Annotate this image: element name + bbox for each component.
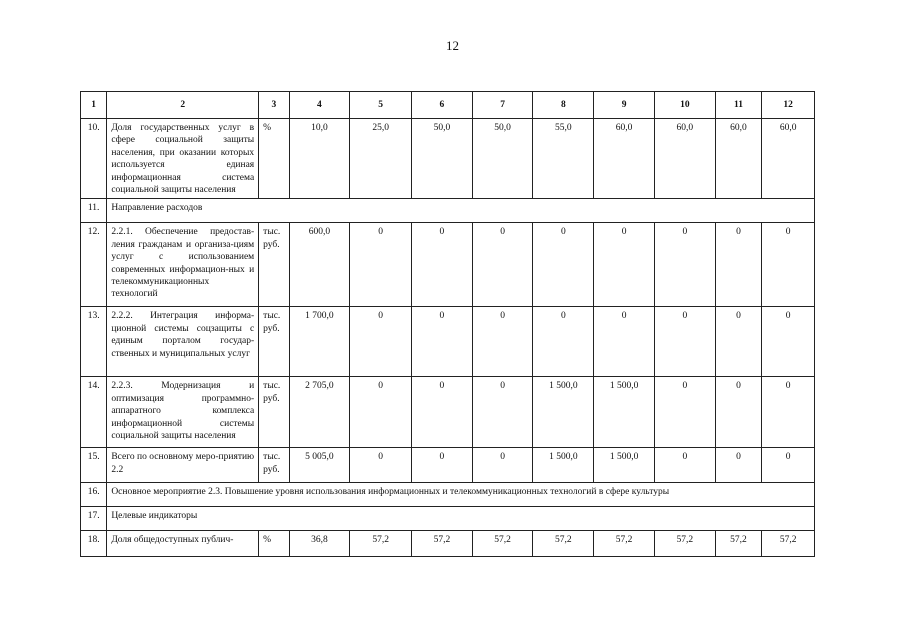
unit-cell: тыс. руб.: [259, 448, 289, 483]
row-number-cell: 14.: [81, 377, 107, 448]
value-cell: 0: [472, 223, 533, 307]
value-cell: 0: [715, 223, 762, 307]
indicator-name-cell: Доля государственных услуг в сфере социальной защиты населения, при оказании которых используется единая информационная система социальной защиты населения: [107, 119, 259, 199]
unit-cell: %: [259, 119, 289, 199]
value-cell: 36,8: [289, 531, 350, 557]
table-row: [81, 531, 815, 557]
value-cell: 0: [654, 307, 715, 377]
value-cell: 0: [762, 223, 815, 307]
value-cell: 0: [412, 377, 473, 448]
value-cell: 10,0: [289, 119, 350, 199]
value-cell: 0: [350, 377, 412, 448]
value-cell: 0: [654, 377, 715, 448]
value-cell: 60,0: [762, 119, 815, 199]
table-row: [81, 307, 815, 377]
section-title-cell: Основное мероприятие 2.3. Повышение уровня использования информационных и телекоммуникационных технологий в сфере культуры: [107, 483, 815, 507]
value-cell: 0: [350, 223, 412, 307]
value-cell: 0: [350, 307, 412, 377]
value-cell: 55,0: [533, 119, 594, 199]
value-cell: 0: [472, 448, 533, 483]
row-number-cell: 12.: [81, 223, 107, 307]
indicator-name-cell: 2.2.3. Модернизация и оптимизация программно-аппаратного комплекса информационной системы социальной защиты населения: [107, 377, 259, 448]
value-cell: 1 700,0: [289, 307, 350, 377]
value-cell: 57,2: [715, 531, 762, 557]
value-cell: 60,0: [715, 119, 762, 199]
unit-cell: тыс. руб.: [259, 223, 289, 307]
value-cell: 0: [533, 307, 594, 377]
column-header: 12: [762, 92, 815, 119]
value-cell: 0: [654, 448, 715, 483]
table-body: [81, 119, 815, 557]
value-cell: 0: [762, 307, 815, 377]
row-number-cell: 15.: [81, 448, 107, 483]
value-cell: 50,0: [412, 119, 473, 199]
indicator-name-cell: 2.2.1. Обеспечение предостав-ления гражданам и организа-циям услуг с использованием современных информацион-ных и телекоммуникационных технологий: [107, 223, 259, 307]
value-cell: 57,2: [412, 531, 473, 557]
value-cell: 0: [472, 307, 533, 377]
unit-cell: %: [259, 531, 289, 557]
value-cell: 0: [472, 377, 533, 448]
column-header: 4: [289, 92, 350, 119]
row-number-cell: 18.: [81, 531, 107, 557]
column-header: 8: [533, 92, 594, 119]
value-cell: 0: [350, 448, 412, 483]
table-row: [81, 119, 815, 199]
column-header: 11: [715, 92, 762, 119]
indicator-name-cell: 2.2.2. Интеграция информа-ционной системы соцзащиты с единым порталом государ-ственных и муниципальных услуг: [107, 307, 259, 377]
value-cell: 57,2: [762, 531, 815, 557]
value-cell: 0: [715, 307, 762, 377]
value-cell: 60,0: [594, 119, 655, 199]
value-cell: 60,0: [654, 119, 715, 199]
value-cell: 600,0: [289, 223, 350, 307]
value-cell: 0: [762, 377, 815, 448]
value-cell: 0: [412, 307, 473, 377]
value-cell: 0: [715, 448, 762, 483]
table-section-row: [81, 507, 815, 531]
column-header: 7: [472, 92, 533, 119]
value-cell: 57,2: [472, 531, 533, 557]
value-cell: 5 005,0: [289, 448, 350, 483]
row-number-cell: 17.: [81, 507, 107, 531]
page-number: 12: [446, 38, 459, 53]
column-header: 3: [259, 92, 289, 119]
row-number-cell: 16.: [81, 483, 107, 507]
table-section-row: [81, 483, 815, 507]
value-cell: 0: [594, 307, 655, 377]
value-cell: 57,2: [594, 531, 655, 557]
value-cell: 57,2: [533, 531, 594, 557]
value-cell: 1 500,0: [594, 448, 655, 483]
column-header: 5: [350, 92, 412, 119]
value-cell: 0: [715, 377, 762, 448]
row-number-cell: 11.: [81, 199, 107, 223]
value-cell: 57,2: [654, 531, 715, 557]
value-cell: 1 500,0: [533, 377, 594, 448]
column-header: 10: [654, 92, 715, 119]
column-header: 6: [412, 92, 473, 119]
unit-cell: тыс. руб.: [259, 377, 289, 448]
table-header-row: [81, 92, 815, 119]
indicator-name-cell: Всего по основному меро-приятию 2.2: [107, 448, 259, 483]
column-header: 2: [107, 92, 259, 119]
table-row: [81, 448, 815, 483]
value-cell: 0: [412, 448, 473, 483]
indicator-name-cell: Доля общедоступных публич-: [107, 531, 259, 557]
section-title-cell: Направление расходов: [107, 199, 815, 223]
value-cell: 2 705,0: [289, 377, 350, 448]
value-cell: 1 500,0: [533, 448, 594, 483]
indicators-table: [80, 91, 815, 557]
column-header: 1: [81, 92, 107, 119]
value-cell: 0: [654, 223, 715, 307]
value-cell: 25,0: [350, 119, 412, 199]
value-cell: 0: [412, 223, 473, 307]
unit-cell: тыс. руб.: [259, 307, 289, 377]
value-cell: 0: [533, 223, 594, 307]
value-cell: 0: [594, 223, 655, 307]
value-cell: 1 500,0: [594, 377, 655, 448]
table-section-row: [81, 199, 815, 223]
value-cell: 50,0: [472, 119, 533, 199]
table-row: [81, 223, 815, 307]
row-number-cell: 10.: [81, 119, 107, 199]
value-cell: 57,2: [350, 531, 412, 557]
column-header: 9: [594, 92, 655, 119]
table-row: [81, 377, 815, 448]
value-cell: 0: [762, 448, 815, 483]
row-number-cell: 13.: [81, 307, 107, 377]
section-title-cell: Целевые индикаторы: [107, 507, 815, 531]
